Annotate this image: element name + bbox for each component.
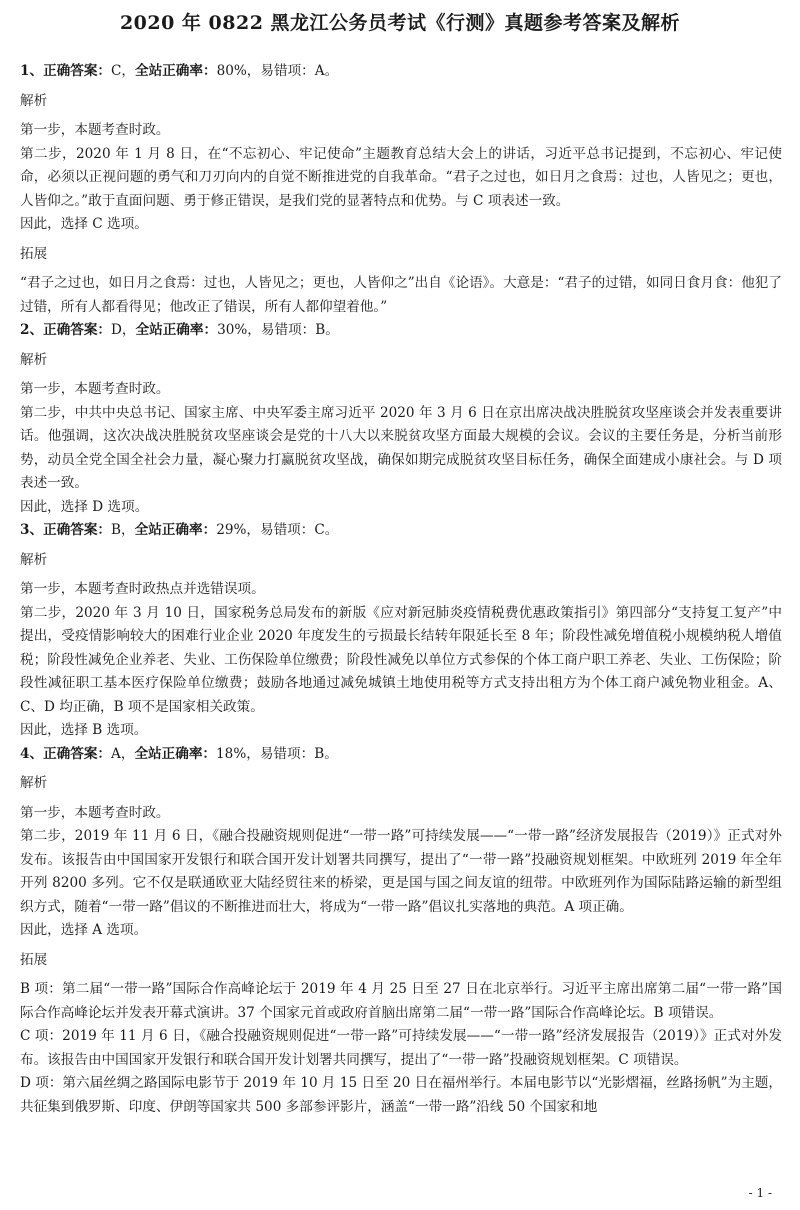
step-two: 第二步，2020 年 1 月 8 日，在“不忘初心、牢记使命”主题教育总结大会上的讲话，习近平总书记提到，不忘初心、牢记使命，必须以正视问题的勇气和刀刃向内的自觉不断推进党的自我革命。“君子之过也，如日月之食焉：过也，人皆见之；更也，人皆仰之。”敢于直面问题、勇于修正错误，是我们党的显著特点和优势。与 C 项表述一致。	[20, 145, 782, 209]
answer-line: 4、正确答案：A，全站正确率：18%，易错项：B。	[20, 745, 338, 762]
step-two: 第二步，中共中央总书记、国家主席、中央军委主席习近平 2020 年 3 月 6 日在京出席决战决胜脱贫攻坚座谈会并发表重要讲话。他强调，这次决战决胜脱贫攻坚座谈会是党的十八大以来脱贫攻坚方面最大规模的会议。会议的主要任务是，分析当前形势，动员全党全国全社会力量，凝心聚力打赢脱贫攻坚战，确保如期完成脱贫攻坚目标任务，确保全面建成小康社会。与 D 项表述一致。	[20, 404, 782, 491]
question-4	[20, 743, 782, 1120]
conclusion: 因此，选择 D 选项。	[20, 498, 149, 515]
step-one: 第一步，本题考查时政。	[20, 804, 170, 821]
extend-option-b: B 项：第二届“一带一路”国际合作高峰论坛于 2019 年 4 月 25 日至 27 日在北京举行。习近平主席出席第二届“一带一路”国际合作高峰论坛并发表开幕式演讲。37 个国家元首或政府首脑出席第二届“一带一路”国际合作高峰论坛。B 项错误。	[20, 981, 782, 1021]
analysis-label: 解析	[20, 351, 48, 368]
extend-label: 拓展	[20, 245, 48, 262]
extend-option-d: D 项：第六届丝绸之路国际电影节于 2019 年 10 月 15 日至 20 日在福州举行。本届电影节以“光影熠福，丝路扬帆”为主题，共征集到俄罗斯、印度、伊朗等国家共 500 多部参评影片，涵盖“一带一路”沿线 50 个国家和地	[20, 1075, 782, 1115]
question-3	[20, 519, 782, 743]
analysis-label: 解析	[20, 551, 48, 568]
analysis-label: 解析	[20, 92, 48, 109]
step-one: 第一步，本题考查时政热点并选错误项。	[20, 581, 265, 597]
page-number: - 1 -	[748, 1186, 772, 1200]
extend-text: “君子之过也，如日月之食焉：过也，人皆见之；更也，人皆仰之”出自《论语》。大意是：“君子的过错，如同日食月食：他犯了过错，所有人都看得见；他改正了错误，所有人都仰望着他。”	[20, 275, 782, 315]
conclusion: 因此，选择 C 选项。	[20, 216, 148, 232]
answer-line: 1、正确答案：C，全站正确率：80%，易错项：A。	[20, 63, 339, 79]
extend-label: 拓展	[20, 951, 48, 968]
conclusion: 因此，选择 B 选项。	[20, 722, 148, 738]
analysis-label: 解析	[20, 775, 48, 791]
question-1	[20, 60, 782, 319]
step-two: 第二步，2019 年 11 月 6 日，《融合投融资规则促进“一带一路”可持续发展——“一带一路”经济发展报告（2019）》正式对外发布。该报告由中国国家开发银行和联合国开发计划署共同撰写，提出了“一带一路”投融资规划框架。中欧班列 2019 年全年开列 8200 多列。它不仅是联通欧亚大陆经贸往来的桥梁，更是国与国之间友谊的纽带。中欧班列作为国际陆路运输的新型组织方式，随着“一带一路”倡议的不断推进而壮大，将成为“一带一路”倡议扎实落地的典范。A 项正确。	[20, 828, 782, 915]
content-body	[20, 60, 782, 1119]
question-2	[20, 319, 782, 519]
page-title: 2020 年 0822 黑龙江公务员考试《行测》真题参考答案及解析	[119, 12, 681, 34]
step-one: 第一步，本题考查时政。	[20, 122, 170, 138]
conclusion: 因此，选择 A 选项。	[20, 922, 148, 938]
step-one: 第一步，本题考查时政。	[20, 381, 170, 397]
answer-line: 3、正确答案：B，全站正确率：29%，易错项：C。	[20, 522, 339, 538]
step-two: 第二步，2020 年 3 月 10 日，国家税务总局发布的新版《应对新冠肺炎疫情税费优惠政策指引》第四部分“支持复工复产”中提出，受疫情影响较大的困难行业企业 2020 年度发生的亏损最长结转年限延长至 8 年；阶段性减免增值税小规模纳税人增值税；阶段性减免企业养老、失业、工伤保险单位缴费；阶段性减免以单位方式参保的个体工商户职工养老、失业、工伤保险；阶段性减征职工基本医疗保险单位缴费；鼓励各地通过减免城镇土地使用税等方式支持出租方为个体工商户减免物业租金。A、C、D 均正确，B 项不是国家相关政策。	[20, 604, 782, 715]
extend-option-c: C 项：2019 年 11 月 6 日，《融合投融资规则促进“一带一路”可持续发展——“一带一路”经济发展报告（2019）》正式对外发布。该报告由中国国家开发银行和联合国开发计划署共同撰写，提出了“一带一路”投融资规划框架。C 项错误。	[20, 1028, 782, 1068]
answer-line: 2、正确答案：D，全站正确率：30%，易错项：B。	[20, 322, 339, 338]
